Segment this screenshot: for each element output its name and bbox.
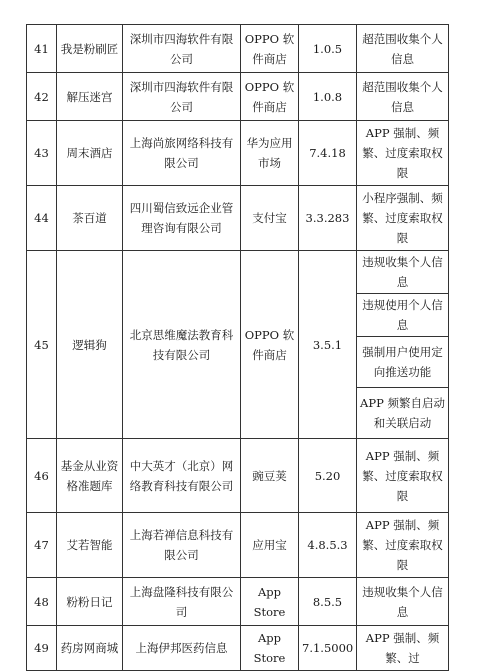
company-name: 四川蜀信致远企业管理咨询有限公司 xyxy=(123,186,241,251)
app-name: 逻辑狗 xyxy=(57,251,123,439)
issue: 违规收集个人信息 xyxy=(357,251,449,294)
app-store: App Store xyxy=(241,578,299,626)
issue: APP 强制、频繁、过度索取权限 xyxy=(357,513,449,578)
row-number: 42 xyxy=(27,73,57,121)
table-row xyxy=(27,25,449,73)
company-name: 深圳市四海软件有限公司 xyxy=(123,25,241,73)
table-row xyxy=(27,186,449,251)
app-name: 基金从业资格准题库 xyxy=(57,439,123,513)
app-name: 茶百道 xyxy=(57,186,123,251)
company-name: 上海盘隆科技有限公司 xyxy=(123,578,241,626)
issue: 违规使用个人信息 xyxy=(357,294,449,337)
issue: 违规收集个人信息 xyxy=(357,578,449,626)
row-number: 45 xyxy=(27,251,57,439)
company-name: 上海伊邦医药信息 xyxy=(123,626,241,671)
table-row xyxy=(27,73,449,121)
row-number: 41 xyxy=(27,25,57,73)
row-number: 48 xyxy=(27,578,57,626)
app-name: 艾若智能 xyxy=(57,513,123,578)
app-store: OPPO 软件商店 xyxy=(241,73,299,121)
company-name: 中大英才（北京）网络教育科技有限公司 xyxy=(123,439,241,513)
app-store: 支付宝 xyxy=(241,186,299,251)
company-name: 上海若禅信息科技有限公司 xyxy=(123,513,241,578)
app-violation-table xyxy=(26,24,449,671)
app-version: 3.3.283 xyxy=(299,186,357,251)
app-version: 5.20 xyxy=(299,439,357,513)
app-name: 解压迷宫 xyxy=(57,73,123,121)
table-row xyxy=(27,513,449,578)
app-version: 8.5.5 xyxy=(299,578,357,626)
issue: APP 强制、频繁、过度索取权限 xyxy=(357,121,449,186)
app-version: 3.5.1 xyxy=(299,251,357,439)
app-store: 豌豆荚 xyxy=(241,439,299,513)
issue: 超范围收集个人信息 xyxy=(357,25,449,73)
app-version: 4.8.5.3 xyxy=(299,513,357,578)
row-number: 49 xyxy=(27,626,57,671)
app-store: 华为应用市场 xyxy=(241,121,299,186)
row-number: 47 xyxy=(27,513,57,578)
app-store: OPPO 软件商店 xyxy=(241,251,299,439)
app-name: 周末酒店 xyxy=(57,121,123,186)
company-name: 北京思维魔法教育科技有限公司 xyxy=(123,251,241,439)
app-name: 粉粉日记 xyxy=(57,578,123,626)
issue: APP 频繁自启动和关联启动 xyxy=(357,388,449,439)
app-store: 应用宝 xyxy=(241,513,299,578)
app-version: 1.0.8 xyxy=(299,73,357,121)
table-row xyxy=(27,626,449,671)
row-number: 43 xyxy=(27,121,57,186)
app-store: App Store xyxy=(241,626,299,671)
issue: APP 强制、频繁、过度索取权限 xyxy=(357,439,449,513)
app-version: 7.4.18 xyxy=(299,121,357,186)
app-name: 我是粉刷匠 xyxy=(57,25,123,73)
row-number: 44 xyxy=(27,186,57,251)
table-row xyxy=(27,439,449,513)
table-row xyxy=(27,251,449,294)
table-row xyxy=(27,578,449,626)
issue: 超范围收集个人信息 xyxy=(357,73,449,121)
issue: 强制用户使用定向推送功能 xyxy=(357,337,449,388)
app-version: 1.0.5 xyxy=(299,25,357,73)
issue: 小程序强制、频繁、过度索取权限 xyxy=(357,186,449,251)
table-row xyxy=(27,121,449,186)
row-number: 46 xyxy=(27,439,57,513)
app-version: 7.1.5000 xyxy=(299,626,357,671)
issue: APP 强制、频繁、过 xyxy=(357,626,449,671)
app-store: OPPO 软件商店 xyxy=(241,25,299,73)
company-name: 深圳市四海软件有限公司 xyxy=(123,73,241,121)
company-name: 上海尚旅网络科技有限公司 xyxy=(123,121,241,186)
app-name: 药房网商城 xyxy=(57,626,123,671)
